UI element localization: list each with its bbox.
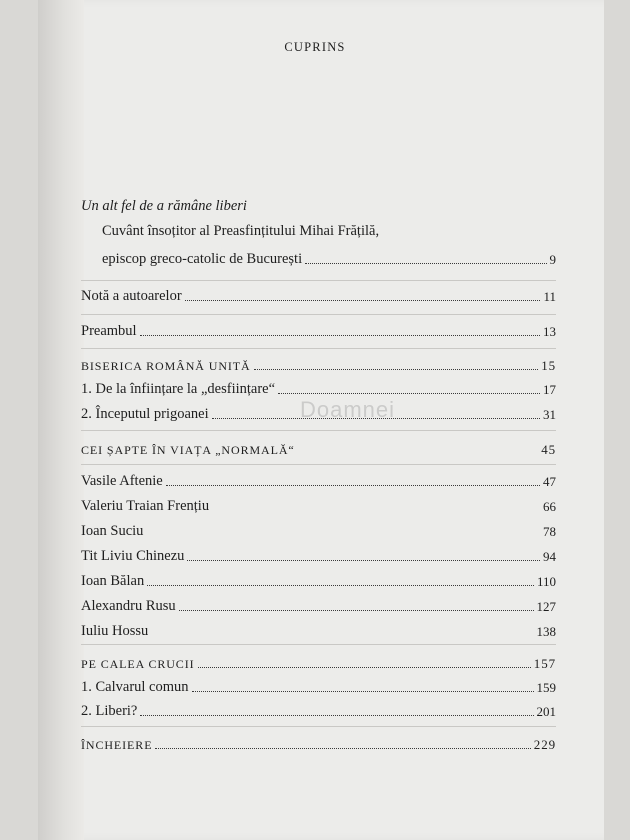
toc-section xyxy=(81,352,556,374)
dot-leader xyxy=(140,715,533,716)
divider xyxy=(81,280,556,281)
toc-entry-page: 11 xyxy=(543,289,556,304)
dot-leader xyxy=(305,263,546,264)
toc-entry-page: 13 xyxy=(543,324,556,339)
toc-entry-label: Valeriu Traian Frențiu xyxy=(81,498,210,514)
toc-section-label: ÎNCHEIERE xyxy=(81,738,153,752)
toc-section-label: PE CALEA CRUCII xyxy=(81,657,195,671)
toc-entry-page: 78 xyxy=(543,524,556,539)
dot-leader xyxy=(185,300,541,301)
toc-entry-page: 159 xyxy=(536,680,556,695)
toc-entry-label: Tit Liviu Chinezu xyxy=(81,548,185,564)
toc-entry-label: 2. Liberi? xyxy=(81,703,138,719)
toc-entry-label: 1. Calvarul comun xyxy=(81,679,189,695)
toc-entry-page: 45 xyxy=(541,442,556,457)
toc-entry-label: Vasile Aftenie xyxy=(81,473,163,489)
toc-entry-label: episcop greco-catolic de București xyxy=(102,251,303,267)
dot-leader xyxy=(166,485,540,486)
toc-section xyxy=(81,650,556,672)
toc-entry xyxy=(81,518,556,540)
toc-entry-intro xyxy=(102,246,556,268)
page-gutter xyxy=(38,0,84,840)
toc-entry xyxy=(81,283,556,305)
toc-entry xyxy=(81,493,556,515)
toc-entry-page: 127 xyxy=(536,599,556,614)
dot-leader xyxy=(146,535,540,536)
toc-entry-page: 94 xyxy=(543,549,556,564)
dot-leader xyxy=(212,510,540,511)
divider xyxy=(81,644,556,645)
toc-section xyxy=(81,436,556,458)
dot-leader xyxy=(179,610,534,611)
toc-entry-page: 17 xyxy=(543,382,556,397)
toc-section xyxy=(81,731,556,753)
toc-entry-label: 1. De la înființare la „desființare“ xyxy=(81,381,276,397)
toc-entry-label: Iuliu Hossu xyxy=(81,623,149,639)
toc-entry-page: 201 xyxy=(536,704,556,719)
toc-entry-page: 229 xyxy=(533,737,556,752)
toc-entry-page: 138 xyxy=(536,624,556,639)
watermark: Doamnei xyxy=(300,397,396,422)
toc-entry xyxy=(81,543,556,565)
toc-section-label: CEI ȘAPTE ÎN VIAȚA „NORMALĂ“ xyxy=(81,443,295,457)
toc-entry xyxy=(81,618,556,640)
dot-leader xyxy=(187,560,540,561)
dot-leader xyxy=(147,585,534,586)
toc-entry-label: Ioan Bălan xyxy=(81,573,145,589)
divider xyxy=(81,314,556,315)
divider xyxy=(81,348,556,349)
dot-leader xyxy=(254,369,539,370)
toc-entry-label: Preambul xyxy=(81,323,137,339)
toc-entry-page: 157 xyxy=(533,656,556,671)
dot-leader xyxy=(151,635,533,636)
page-title: CUPRINS xyxy=(284,40,346,54)
toc-entry-page: 31 xyxy=(543,407,556,422)
toc-entry xyxy=(81,698,556,720)
toc-entry xyxy=(81,593,556,615)
toc-entry-page: 110 xyxy=(536,574,556,589)
divider xyxy=(81,726,556,727)
dot-leader xyxy=(192,691,534,692)
toc-entry-page: 47 xyxy=(543,474,556,489)
toc-entry-label: Ioan Suciu xyxy=(81,523,144,539)
dot-leader xyxy=(298,453,539,454)
toc-entry-label: 2. Începutul prigoanei xyxy=(81,406,209,422)
toc-entry-page: 66 xyxy=(543,499,556,514)
dot-leader xyxy=(278,393,540,394)
toc-entry xyxy=(81,318,556,340)
divider xyxy=(81,430,556,431)
toc-entry xyxy=(81,568,556,590)
toc-entry-label: Notă a autoarelor xyxy=(81,288,182,304)
toc-entry xyxy=(81,674,556,696)
toc-entry-page: 15 xyxy=(541,358,556,373)
dot-leader xyxy=(155,748,530,749)
dot-leader xyxy=(198,667,531,668)
divider xyxy=(81,464,556,465)
toc-entry-page: 9 xyxy=(549,252,556,267)
intro-heading: Un alt fel de a rămâne liberi xyxy=(81,198,247,214)
toc-entry xyxy=(81,468,556,490)
toc-entry-label: Alexandru Rusu xyxy=(81,598,176,614)
toc-entry xyxy=(81,376,556,398)
dot-leader xyxy=(140,335,540,336)
toc-section-label: BISERICA ROMÂNĂ UNITĂ xyxy=(81,359,251,373)
intro-line-1: Cuvânt însoțitor al Preasfințitului Mihai Frățilă, xyxy=(102,223,380,239)
